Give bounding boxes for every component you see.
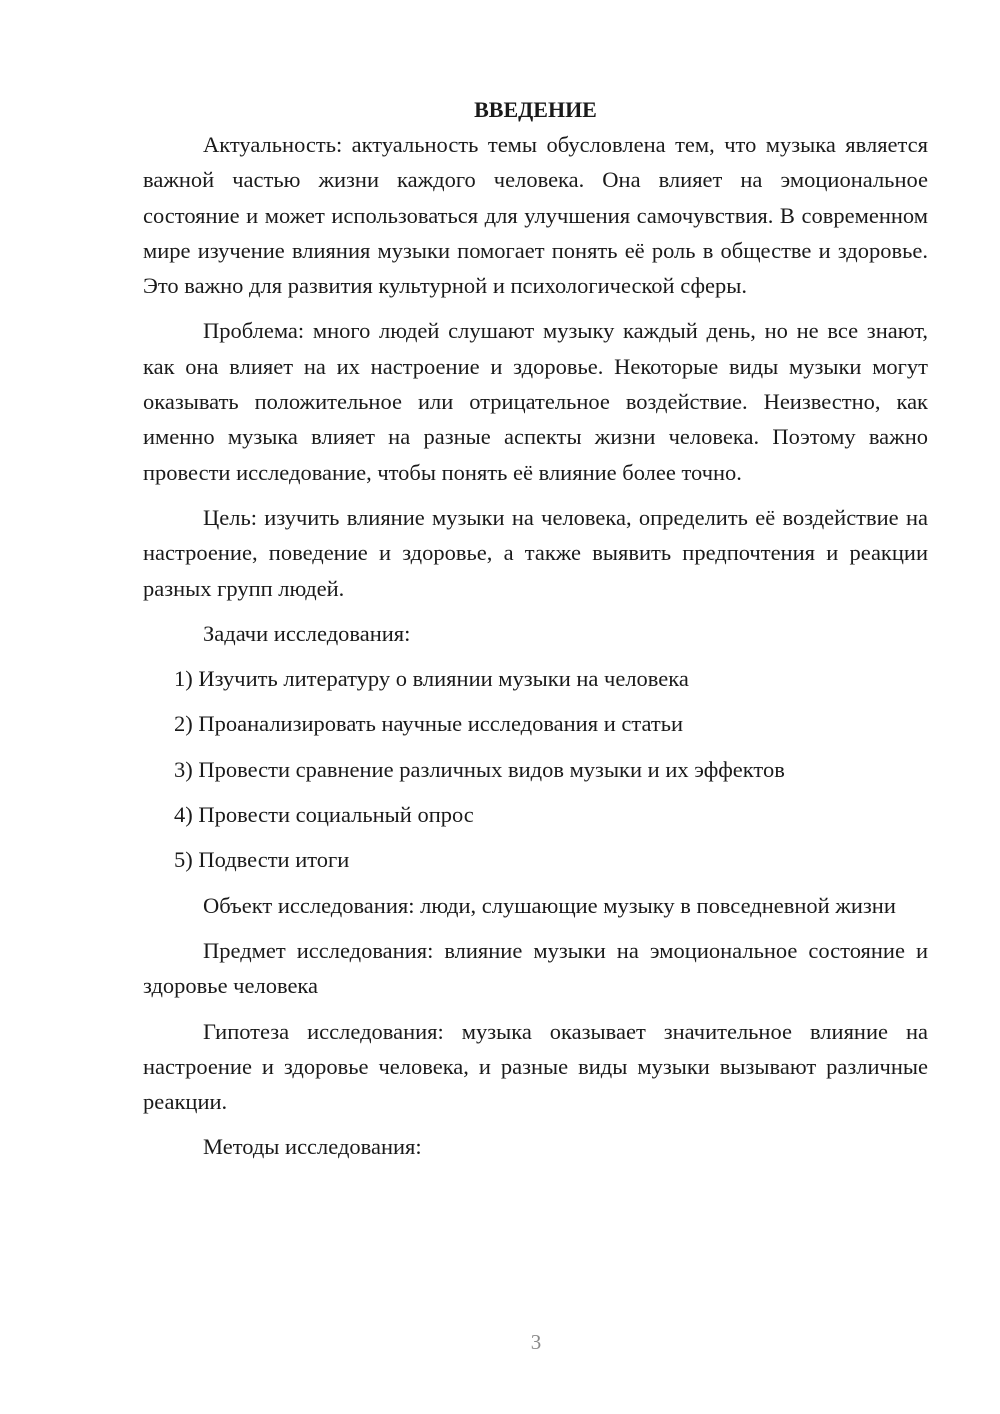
actuality-paragraph: Актуальность: актуальность темы обусловлена тем, что музыка является важной частью жизни каждого человека. Она влияет на эмоциональное состояние и может использоваться для улучшения самочувствия. В современном мире изучение влияния музыки помогает понять её роль в обществе и здоровье. Это важно для развития культурной и психологической сферы. (143, 132, 928, 299)
task-item: 4) Провести социальный опрос (174, 802, 474, 828)
task-item: 1) Изучить литературу о влиянии музыки на человека (174, 666, 689, 692)
object-paragraph: Объект исследования: люди, слушающие музыку в повседневной жизни (203, 892, 896, 918)
subject-paragraph: Предмет исследования: влияние музыки на эмоциональное состояние и здоровье человека (143, 937, 928, 999)
methods-heading: Методы исследования: (203, 1134, 422, 1160)
section-title: ВВЕДЕНИЕ (474, 97, 597, 122)
tasks-list (143, 661, 928, 877)
document-page (143, 92, 928, 1175)
goal-paragraph: Цель: изучить влияние музыки на человека, определить её воздействие на настроение, поведение и здоровье, а также выявить предпочтения и реакции разных групп людей. (143, 504, 928, 601)
page-number: 3 (530, 1330, 542, 1354)
hypothesis-paragraph: Гипотеза исследования: музыка оказывает значительное влияние на настроение и здоровье человека, и разные виды музыки вызывают различные реакции. (143, 1018, 928, 1115)
task-item: 3) Провести сравнение различных видов музыки и их эффектов (174, 756, 785, 782)
tasks-heading: Задачи исследования: (203, 620, 411, 646)
problem-paragraph: Проблема: много людей слушают музыку каждый день, но не все знают, как она влияет на их настроение и здоровье. Некоторые виды музыки могут оказывать положительное или отрицательное воздействие. Неизвестно, как именно музыка влияет на разные аспекты жизни человека. Поэтому важно провести исследование, чтобы понять её влияние более точно. (143, 318, 928, 485)
task-item: 5) Подвести итоги (174, 847, 350, 873)
task-item: 2) Проанализировать научные исследования и статьи (174, 711, 683, 737)
